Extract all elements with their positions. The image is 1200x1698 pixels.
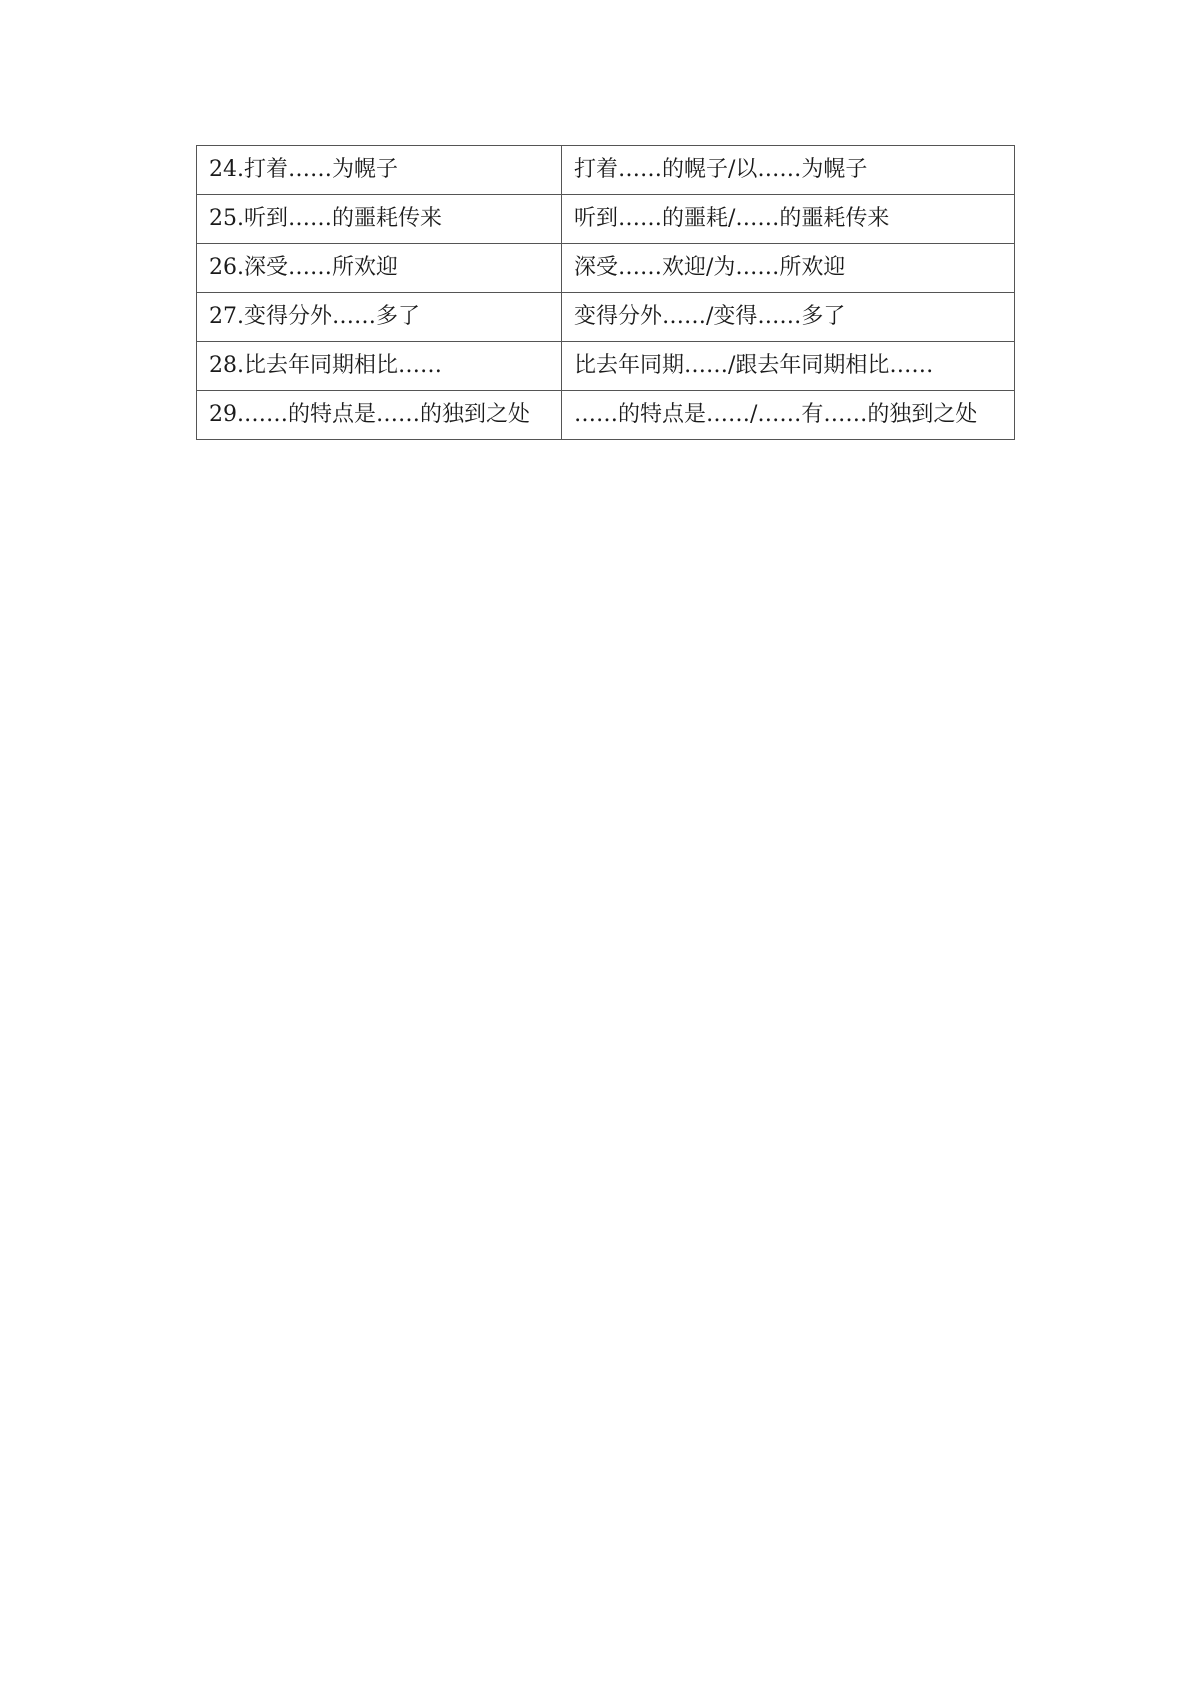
corrected-phrase-cell: 打着……的幌子/以……为幌子 [562, 146, 1015, 195]
corrected-phrase-cell: 比去年同期……/跟去年同期相比…… [562, 342, 1015, 391]
correction-table [196, 145, 1015, 440]
corrected-phrase-cell: ……的特点是……/……有……的独到之处 [562, 391, 1015, 440]
corrected-phrase-cell: 听到……的噩耗/……的噩耗传来 [562, 195, 1015, 244]
incorrect-phrase-cell: 29.……的特点是……的独到之处 [197, 391, 562, 440]
table-row [197, 244, 1015, 293]
incorrect-phrase-cell: 28.比去年同期相比…… [197, 342, 562, 391]
corrected-phrase-cell: 深受……欢迎/为……所欢迎 [562, 244, 1015, 293]
table-row [197, 195, 1015, 244]
table-row [197, 293, 1015, 342]
corrected-phrase-cell: 变得分外……/变得……多了 [562, 293, 1015, 342]
incorrect-phrase-cell: 25.听到……的噩耗传来 [197, 195, 562, 244]
incorrect-phrase-cell: 26.深受……所欢迎 [197, 244, 562, 293]
table-row [197, 342, 1015, 391]
incorrect-phrase-cell: 24.打着……为幌子 [197, 146, 562, 195]
incorrect-phrase-cell: 27.变得分外……多了 [197, 293, 562, 342]
table-row [197, 391, 1015, 440]
table-row [197, 146, 1015, 195]
